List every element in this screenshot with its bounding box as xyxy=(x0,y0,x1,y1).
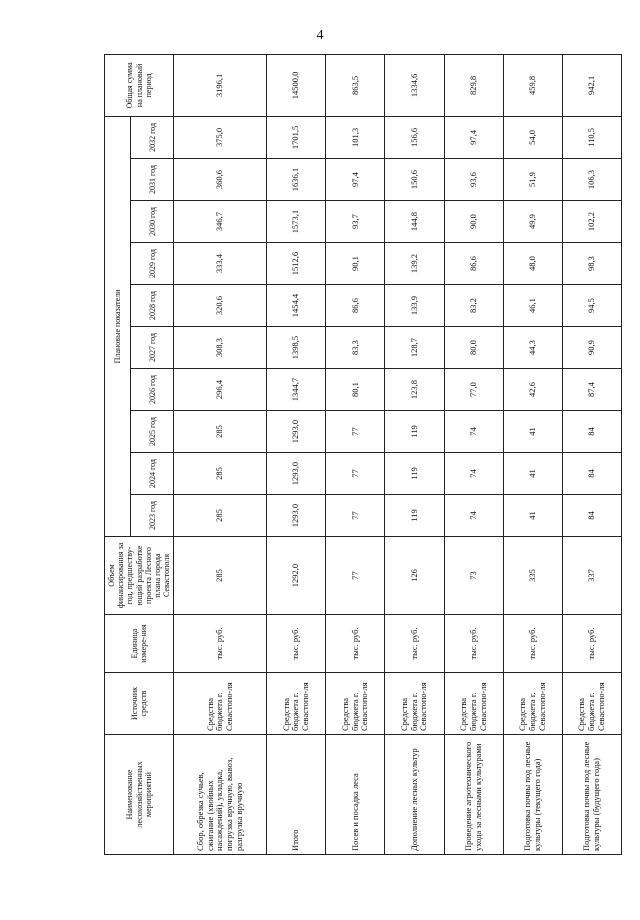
activity-name-cell: Проведение агротехнического ухода за лесными культурами xyxy=(444,735,503,855)
year-value-cell: 83,3 xyxy=(326,327,385,369)
year-value-cell: 1293,0 xyxy=(267,453,326,495)
year-value-cell: 320,6 xyxy=(174,285,267,327)
year-value-cell: 77 xyxy=(326,495,385,537)
header-year: 2030 год xyxy=(131,201,174,243)
header-year: 2025 год xyxy=(131,411,174,453)
volume-cell: 73 xyxy=(444,537,503,615)
table-row xyxy=(562,54,621,854)
volume-cell: 77 xyxy=(326,537,385,615)
source-cell: Средства бюджета г. Севастопо-ля xyxy=(385,673,444,735)
unit-cell: тыс. руб. xyxy=(503,615,562,673)
volume-cell: 335 xyxy=(503,537,562,615)
year-value-cell: 86,6 xyxy=(326,285,385,327)
header-total: Общая сумма на плановый период xyxy=(105,54,174,116)
header-year: 2026 год xyxy=(131,369,174,411)
table-row xyxy=(503,54,562,854)
year-value-cell: 74 xyxy=(444,453,503,495)
year-value-cell: 97,4 xyxy=(444,116,503,158)
total-cell: 14500,0 xyxy=(267,54,326,116)
year-value-cell: 80,1 xyxy=(326,369,385,411)
year-value-cell: 296,4 xyxy=(174,369,267,411)
year-value-cell: 41 xyxy=(503,453,562,495)
year-value-cell: 74 xyxy=(444,411,503,453)
year-value-cell: 90,1 xyxy=(326,243,385,285)
year-value-cell: 285 xyxy=(174,495,267,537)
year-value-cell: 90,9 xyxy=(562,327,621,369)
year-value-cell: 119 xyxy=(385,453,444,495)
header-unit: Единица измере-ния xyxy=(105,615,174,673)
year-value-cell: 77 xyxy=(326,453,385,495)
year-value-cell: 106,3 xyxy=(562,159,621,201)
year-value-cell: 1398,5 xyxy=(267,327,326,369)
year-value-cell: 93,7 xyxy=(326,201,385,243)
year-value-cell: 1512,6 xyxy=(267,243,326,285)
activity-name-cell: Итого xyxy=(267,735,326,855)
activity-name-cell: Сбор, обрезка сучьев, сжигание (хвойных насаждений), укладка, погрузка вручную, вывоз, разгрузка вручную xyxy=(174,735,267,855)
unit-cell: тыс. руб. xyxy=(326,615,385,673)
year-value-cell: 102,2 xyxy=(562,201,621,243)
total-cell: 1334,6 xyxy=(385,54,444,116)
volume-cell: 1292,0 xyxy=(267,537,326,615)
header-name: Наименование лесохозяйственных мероприятий xyxy=(105,735,174,855)
unit-cell: тыс. руб. xyxy=(174,615,267,673)
header-volume: Объем финансирования за год, предшеству-ющий разработке проекта Лесного плана города Севастополя xyxy=(105,537,174,615)
year-value-cell: 44,3 xyxy=(503,327,562,369)
total-cell: 863,5 xyxy=(326,54,385,116)
year-value-cell: 90,0 xyxy=(444,201,503,243)
year-value-cell: 54,0 xyxy=(503,116,562,158)
page-number: 4 xyxy=(316,28,324,43)
year-value-cell: 1293,0 xyxy=(267,411,326,453)
source-cell: Средства бюджета г. Севастопо-ля xyxy=(444,673,503,735)
year-value-cell: 128,7 xyxy=(385,327,444,369)
activity-name-cell: Дополнение лесных культур xyxy=(385,735,444,855)
header-year: 2032 год xyxy=(131,116,174,158)
source-cell: Средства бюджета г. Севастопо-ля xyxy=(326,673,385,735)
table-row xyxy=(444,54,503,854)
year-value-cell: 98,3 xyxy=(562,243,621,285)
year-value-cell: 48,0 xyxy=(503,243,562,285)
activity-name-cell: Посев и посадка леса xyxy=(326,735,385,855)
table-body xyxy=(174,54,622,854)
volume-cell: 285 xyxy=(174,537,267,615)
volume-cell: 337 xyxy=(562,537,621,615)
year-value-cell: 123,8 xyxy=(385,369,444,411)
total-cell: 942,1 xyxy=(562,54,621,116)
year-value-cell: 74 xyxy=(444,495,503,537)
year-value-cell: 1701,5 xyxy=(267,116,326,158)
table-row xyxy=(385,54,444,854)
year-value-cell: 308,3 xyxy=(174,327,267,369)
year-value-cell: 144,8 xyxy=(385,201,444,243)
unit-cell: тыс. руб. xyxy=(562,615,621,673)
source-cell: Средства бюджета г. Севастопо-ля xyxy=(174,673,267,735)
header-year: 2023 год xyxy=(131,495,174,537)
year-value-cell: 1454,4 xyxy=(267,285,326,327)
year-value-cell: 285 xyxy=(174,453,267,495)
total-cell: 459,8 xyxy=(503,54,562,116)
year-value-cell: 77,0 xyxy=(444,369,503,411)
year-value-cell: 333,4 xyxy=(174,243,267,285)
unit-cell: тыс. руб. xyxy=(444,615,503,673)
table-row xyxy=(267,54,326,854)
year-value-cell: 41 xyxy=(503,495,562,537)
activity-name-cell: Подготовка почвы под лесные культуры (текущего года) xyxy=(503,735,562,855)
year-value-cell: 84 xyxy=(562,453,621,495)
year-value-cell: 156,6 xyxy=(385,116,444,158)
year-value-cell: 83,2 xyxy=(444,285,503,327)
year-value-cell: 110,5 xyxy=(562,116,621,158)
year-value-cell: 94,5 xyxy=(562,285,621,327)
year-value-cell: 42,6 xyxy=(503,369,562,411)
year-value-cell: 93,6 xyxy=(444,159,503,201)
table-row xyxy=(326,54,385,854)
year-value-cell: 41 xyxy=(503,411,562,453)
year-value-cell: 1573,1 xyxy=(267,201,326,243)
year-value-cell: 80,0 xyxy=(444,327,503,369)
year-value-cell: 150,6 xyxy=(385,159,444,201)
source-cell: Средства бюджета г. Севастопо-ля xyxy=(503,673,562,735)
volume-cell: 126 xyxy=(385,537,444,615)
year-value-cell: 49,9 xyxy=(503,201,562,243)
year-value-cell: 84 xyxy=(562,411,621,453)
year-value-cell: 87,4 xyxy=(562,369,621,411)
unit-cell: тыс. руб. xyxy=(385,615,444,673)
year-value-cell: 119 xyxy=(385,411,444,453)
table-row xyxy=(174,54,267,854)
total-cell: 3196,1 xyxy=(174,54,267,116)
source-cell: Средства бюджета г. Севастопо-ля xyxy=(562,673,621,735)
year-value-cell: 86,6 xyxy=(444,243,503,285)
total-cell: 829,8 xyxy=(444,54,503,116)
year-value-cell: 285 xyxy=(174,411,267,453)
year-value-cell: 77 xyxy=(326,411,385,453)
year-value-cell: 51,9 xyxy=(503,159,562,201)
header-year: 2027 год xyxy=(131,327,174,369)
financing-table xyxy=(104,54,622,855)
header-year: 2028 год xyxy=(131,285,174,327)
year-value-cell: 1344,7 xyxy=(267,369,326,411)
year-value-cell: 1636,1 xyxy=(267,159,326,201)
year-value-cell: 101,3 xyxy=(326,116,385,158)
year-value-cell: 46,1 xyxy=(503,285,562,327)
source-cell: Средства бюджета г. Севастопо-ля xyxy=(267,673,326,735)
activity-name-cell: Подготовка почвы под лесные культуры (будущего года) xyxy=(562,735,621,855)
year-value-cell: 119 xyxy=(385,495,444,537)
year-value-cell: 360,6 xyxy=(174,159,267,201)
year-value-cell: 97,4 xyxy=(326,159,385,201)
rotated-table-container xyxy=(104,55,610,855)
header-plan: Плановые показатели xyxy=(105,116,131,536)
header-year: 2029 год xyxy=(131,243,174,285)
year-value-cell: 133,9 xyxy=(385,285,444,327)
year-value-cell: 346,7 xyxy=(174,201,267,243)
year-value-cell: 375,0 xyxy=(174,116,267,158)
header-year: 2024 год xyxy=(131,453,174,495)
year-value-cell: 1293,0 xyxy=(267,495,326,537)
year-value-cell: 84 xyxy=(562,495,621,537)
header-year: 2031 год xyxy=(131,159,174,201)
unit-cell: тыс. руб. xyxy=(267,615,326,673)
header-source: Источник средств xyxy=(105,673,174,735)
year-value-cell: 139,2 xyxy=(385,243,444,285)
